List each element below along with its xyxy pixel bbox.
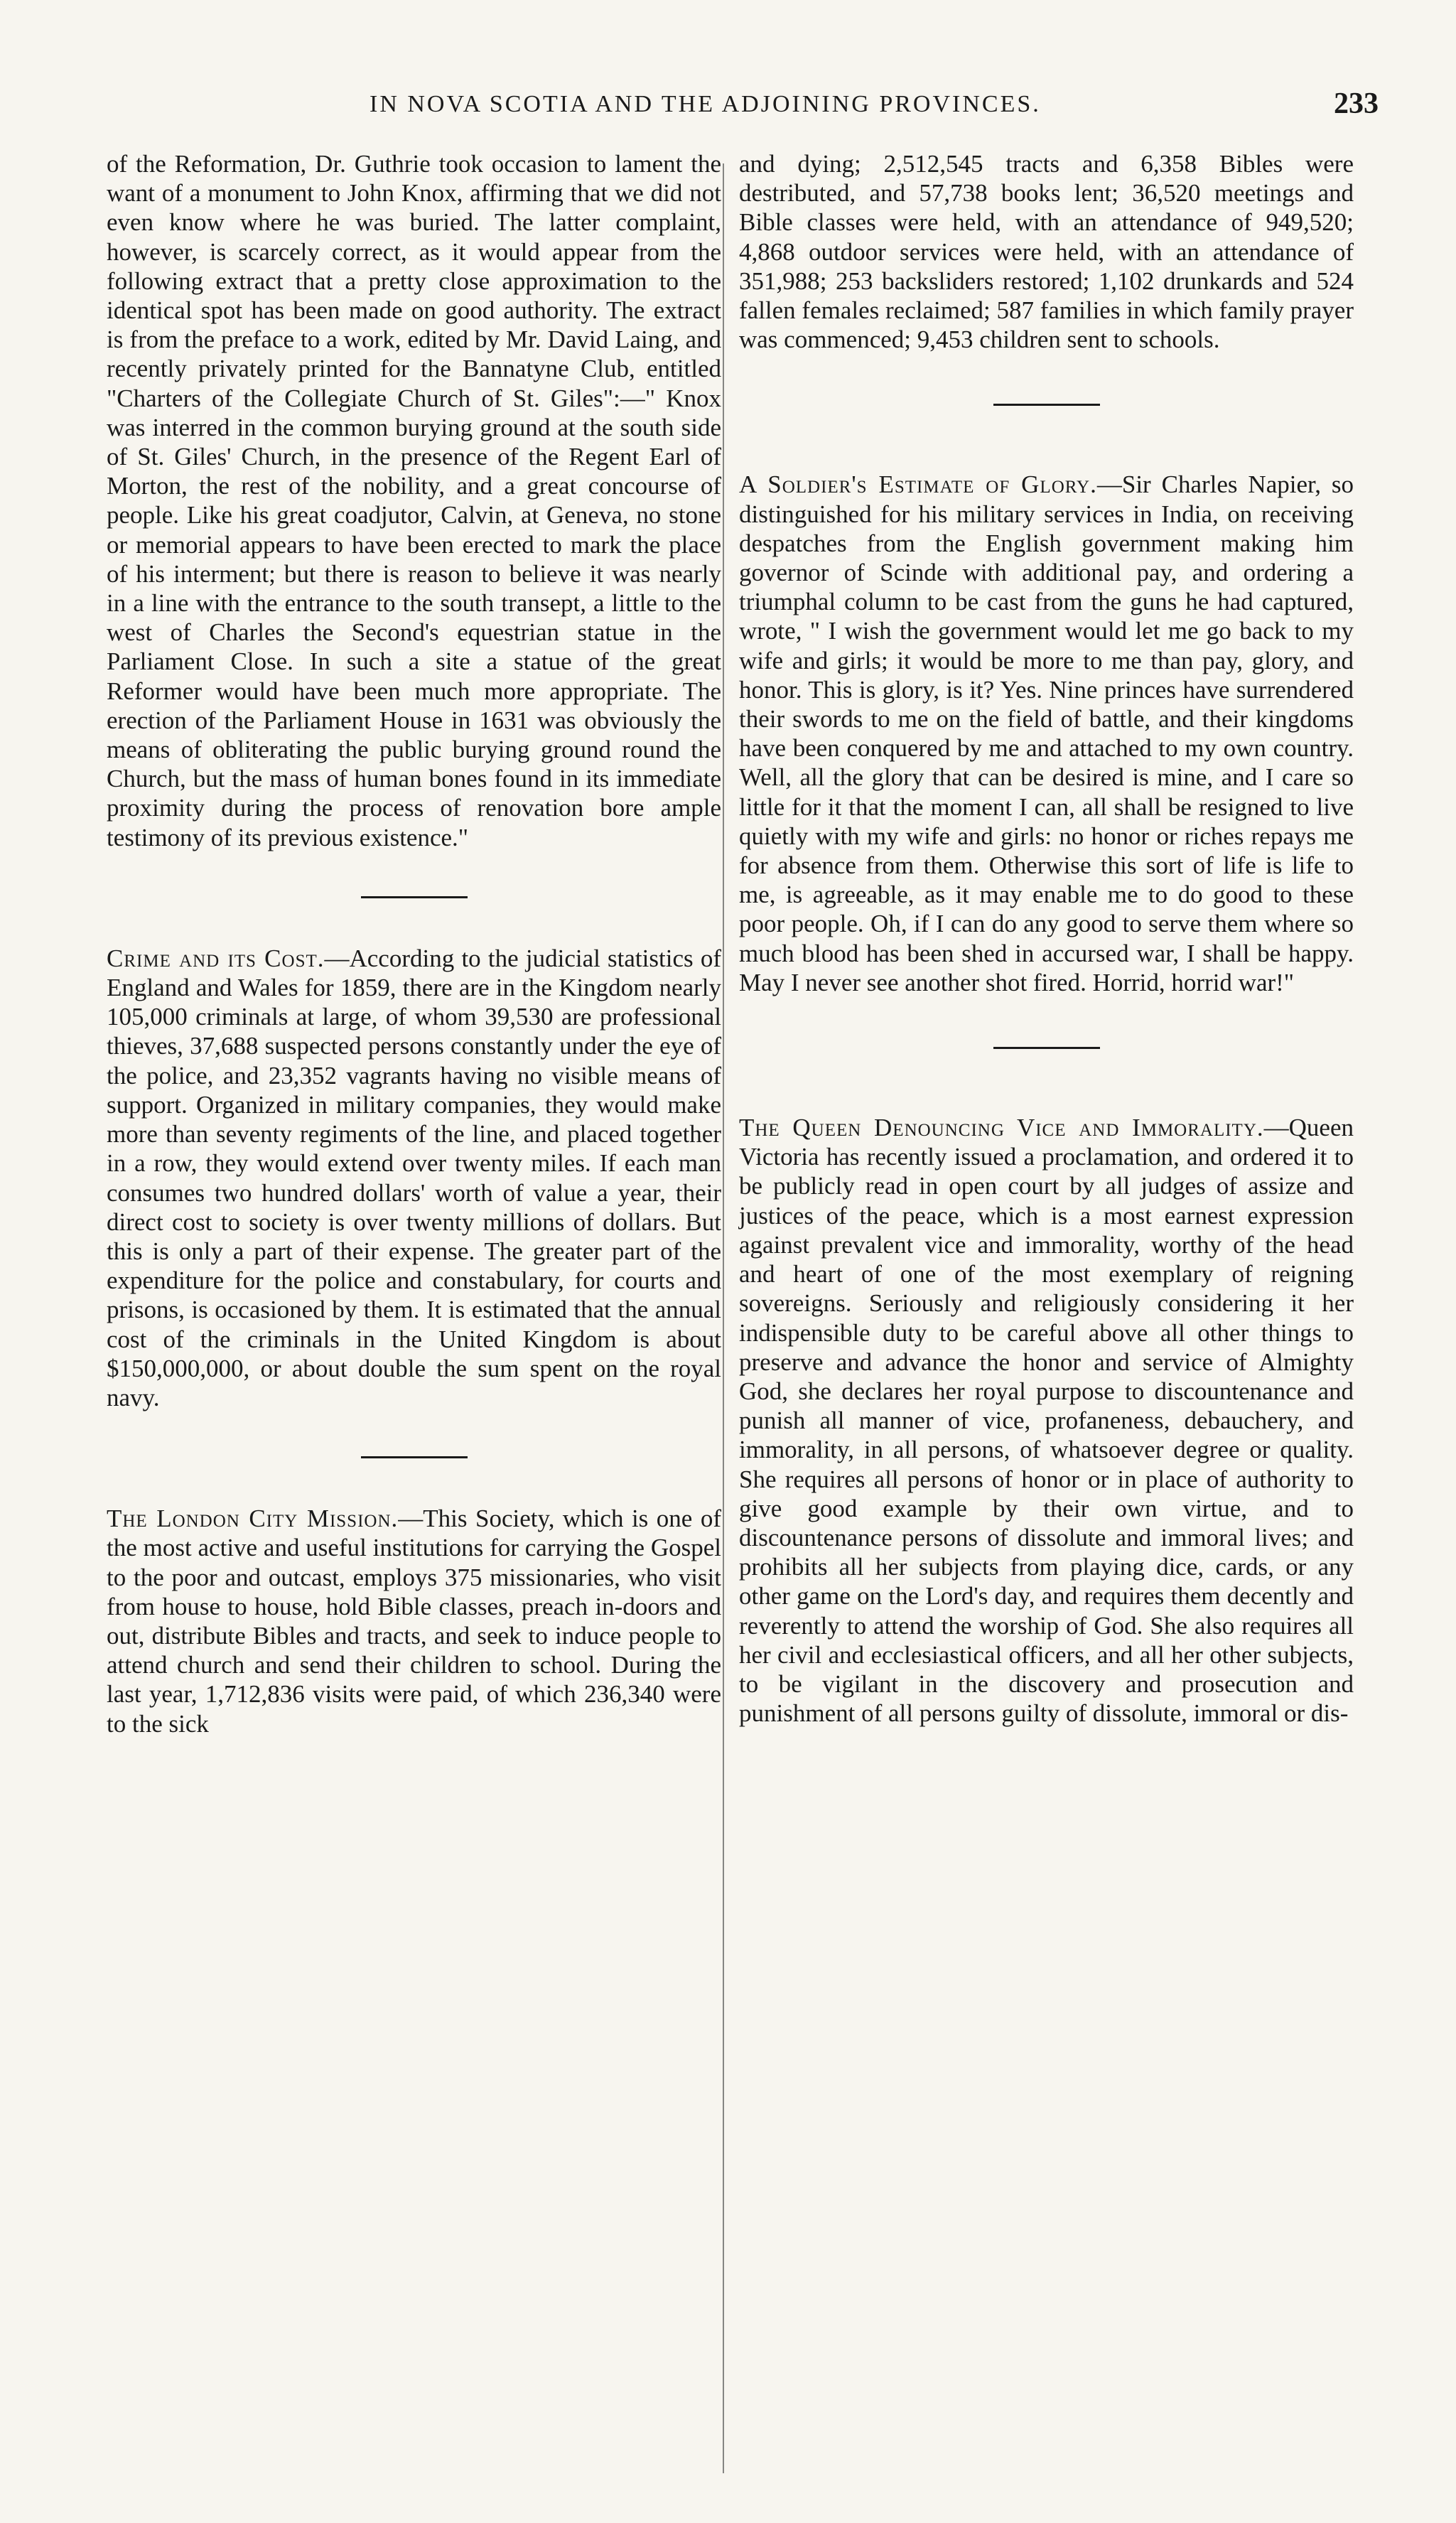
article-knox-text: of the Reformation, Dr. Guthrie took occasion to lament the want of a monument to John Knox, affirming that we did not even know where he was buried. The latter complaint, however, is scarcely correct, as it would appear from the following extract that a pretty close approximation to the identical spot has been made on good authority. The extract is from the preface to a work, edited by Mr. David Laing, and recently privately printed for the Bannatyne Club, entitled "Charters of the Collegiate Church of St. Giles":—" Knox was interred in the common burying ground at the south side of St. Giles' Church, in the presence of the Regent Earl of Morton, the rest of the nobility, and a great concourse of people. Like his great coadjutor, Calvin, at Geneva, no stone or memorial appears to have been erected to mark the place of his interment; but there is reason to believe it was nearly in a line with the entrance to the south transept, a little to the west of Charles the Second's equestrian statue in the Parliament Close. In such a site a statue of the great Reformer would have been much more appropriate. The erection of the Parliament House in 1631 was obviously the means of obliterating the public burying ground round the Church, but the mass of human bones found in its immediate proximity during the process of renovation bore ample testimony of its previous existence."	[107, 150, 721, 851]
article-queen-body	[739, 1113, 1354, 1728]
article-mission-continued-text: and dying; 2,512,545 tracts and 6,358 Bibles were destributed, and 57,738 books lent; 36,520 meetings and Bible classes were held, with an attendance of 949,520; 4,868 outdoor services were held, with an attendance of 351,988; 253 backsliders restored; 1,102 drunkards and 524 fallen females reclaimed; 587 families in which family prayer was commenced; 9,453 children sent to schools.	[739, 150, 1354, 354]
running-head	[107, 87, 1379, 134]
running-title: IN NOVA SCOTIA AND THE ADJOINING PROVINCES.	[370, 91, 1041, 117]
article-knox	[107, 149, 721, 852]
article-mission-body	[107, 1504, 721, 1738]
article-queen	[739, 1113, 1354, 1728]
article-crime-text: —According to the judicial statistics of England and Wales for 1859, there are in the Kingdom nearly 105,000 criminals at large, of whom 39,530 are professional thieves, 37,688 suspected persons constantly under the eye of the police, and 23,352 vagrants having no visible means of support. Organized in military companies, they would make more than seventy regiments of the line, and placed together in a row, they would extend over twenty miles. If each man consumes two hundred dollars' worth of value a year, their direct cost to society is over twenty millions of dollars. But this is only a part of their expense. The greater part of the expenditure for the police and constabulary, for courts and prisons, is occasioned by them. It is estimated that the annual cost of the criminals in the United Kingdom is about $150,000,000, or about double the sum spent on the royal navy.	[107, 944, 721, 1411]
right-column	[739, 149, 1354, 1728]
article-crime-body	[107, 944, 721, 1412]
article-queen-title: The Queen Denouncing Vice and Immorality.	[739, 1114, 1264, 1142]
article-mission-title: The London City Mission.	[107, 1505, 399, 1533]
article-soldier-body	[739, 470, 1354, 997]
column-rule	[723, 163, 724, 2473]
left-column	[107, 149, 721, 1738]
section-divider	[993, 1047, 1100, 1049]
section-divider	[361, 896, 468, 898]
section-divider	[993, 404, 1100, 406]
article-soldier-text: —Sir Charles Napier, so distinguished for his military services in India, on receiving despatches from the English government making him governor of Scinde with additional pay, and ordering a triumphal column to be cast from the guns he had captured, wrote, " I wish the government would let me go back to my wife and girls; it would be more to me than pay, glory, and honor. This is glory, is it? Yes. Nine princes have surrendered their swords to me on the field of battle, and their kingdoms have been conquered by me and attached to my own country. Well, all the glory that can be desired is mine, and I care so little for it that the moment I can, all shall be resigned to live quietly with my wife and girls: no honor or riches repays me for absence from them. Otherwise this sort of life is life to me, is agreeable, as it may enable me to do good to these poor people. Oh, if I can do any good to serve them where so much blood has been shed in accursed war, I shall be happy. May I never see another shot fired. Horrid, horrid war!"	[739, 470, 1354, 996]
article-crime-title: Crime and its Cost.	[107, 944, 325, 972]
article-soldier	[739, 470, 1354, 997]
article-crime	[107, 944, 721, 1412]
article-queen-text: —Queen Victoria has recently issued a proclamation, and ordered it to be publicly read in open court by all judges of assize and justices of the peace, which is a most earnest expression against prevalent vice and immorality, worthy of the head and heart of one of the most exemplary of reigning sovereigns. Seriously and religiously considering it her indispensible duty to be careful above all other things to preserve and advance the honor and service of Almighty God, she declares her royal purpose to discountenance and punish all manner of vice, profaneness, debauchery, and immorality, in all persons, of whatsoever degree or quality. She requires all persons of honor or in place of authority to give good example by their own virtue, and to discountenance persons of dissolute and immoral lives; and prohibits all her subjects from playing dice, cards, or any other game on the Lord's day, and requires them decently and reverently to attend the worship of God. She also requires all her civil and ecclesiastical officers, and all her other subjects, to be vigilant in the discovery and prosecution and punishment of all persons guilty of dissolute, immoral or dis-	[739, 1114, 1354, 1728]
section-divider	[361, 1456, 468, 1458]
page-number: 233	[1334, 87, 1379, 120]
article-soldier-title: A Soldier's Estimate of Glory.	[739, 470, 1097, 499]
article-mission-text: —This Society, which is one of the most active and useful institutions for carrying the Gospel to the poor and outcast, employs 375 missionaries, who visit from house to house, hold Bible classes, preach in-doors and out, distribute Bibles and tracts, and seek to induce people to attend church and send their children to school. During the last year, 1,712,836 visits were paid, of which 236,340 were to the sick	[107, 1505, 721, 1738]
article-mission-continued	[739, 149, 1354, 354]
article-mission	[107, 1504, 721, 1738]
